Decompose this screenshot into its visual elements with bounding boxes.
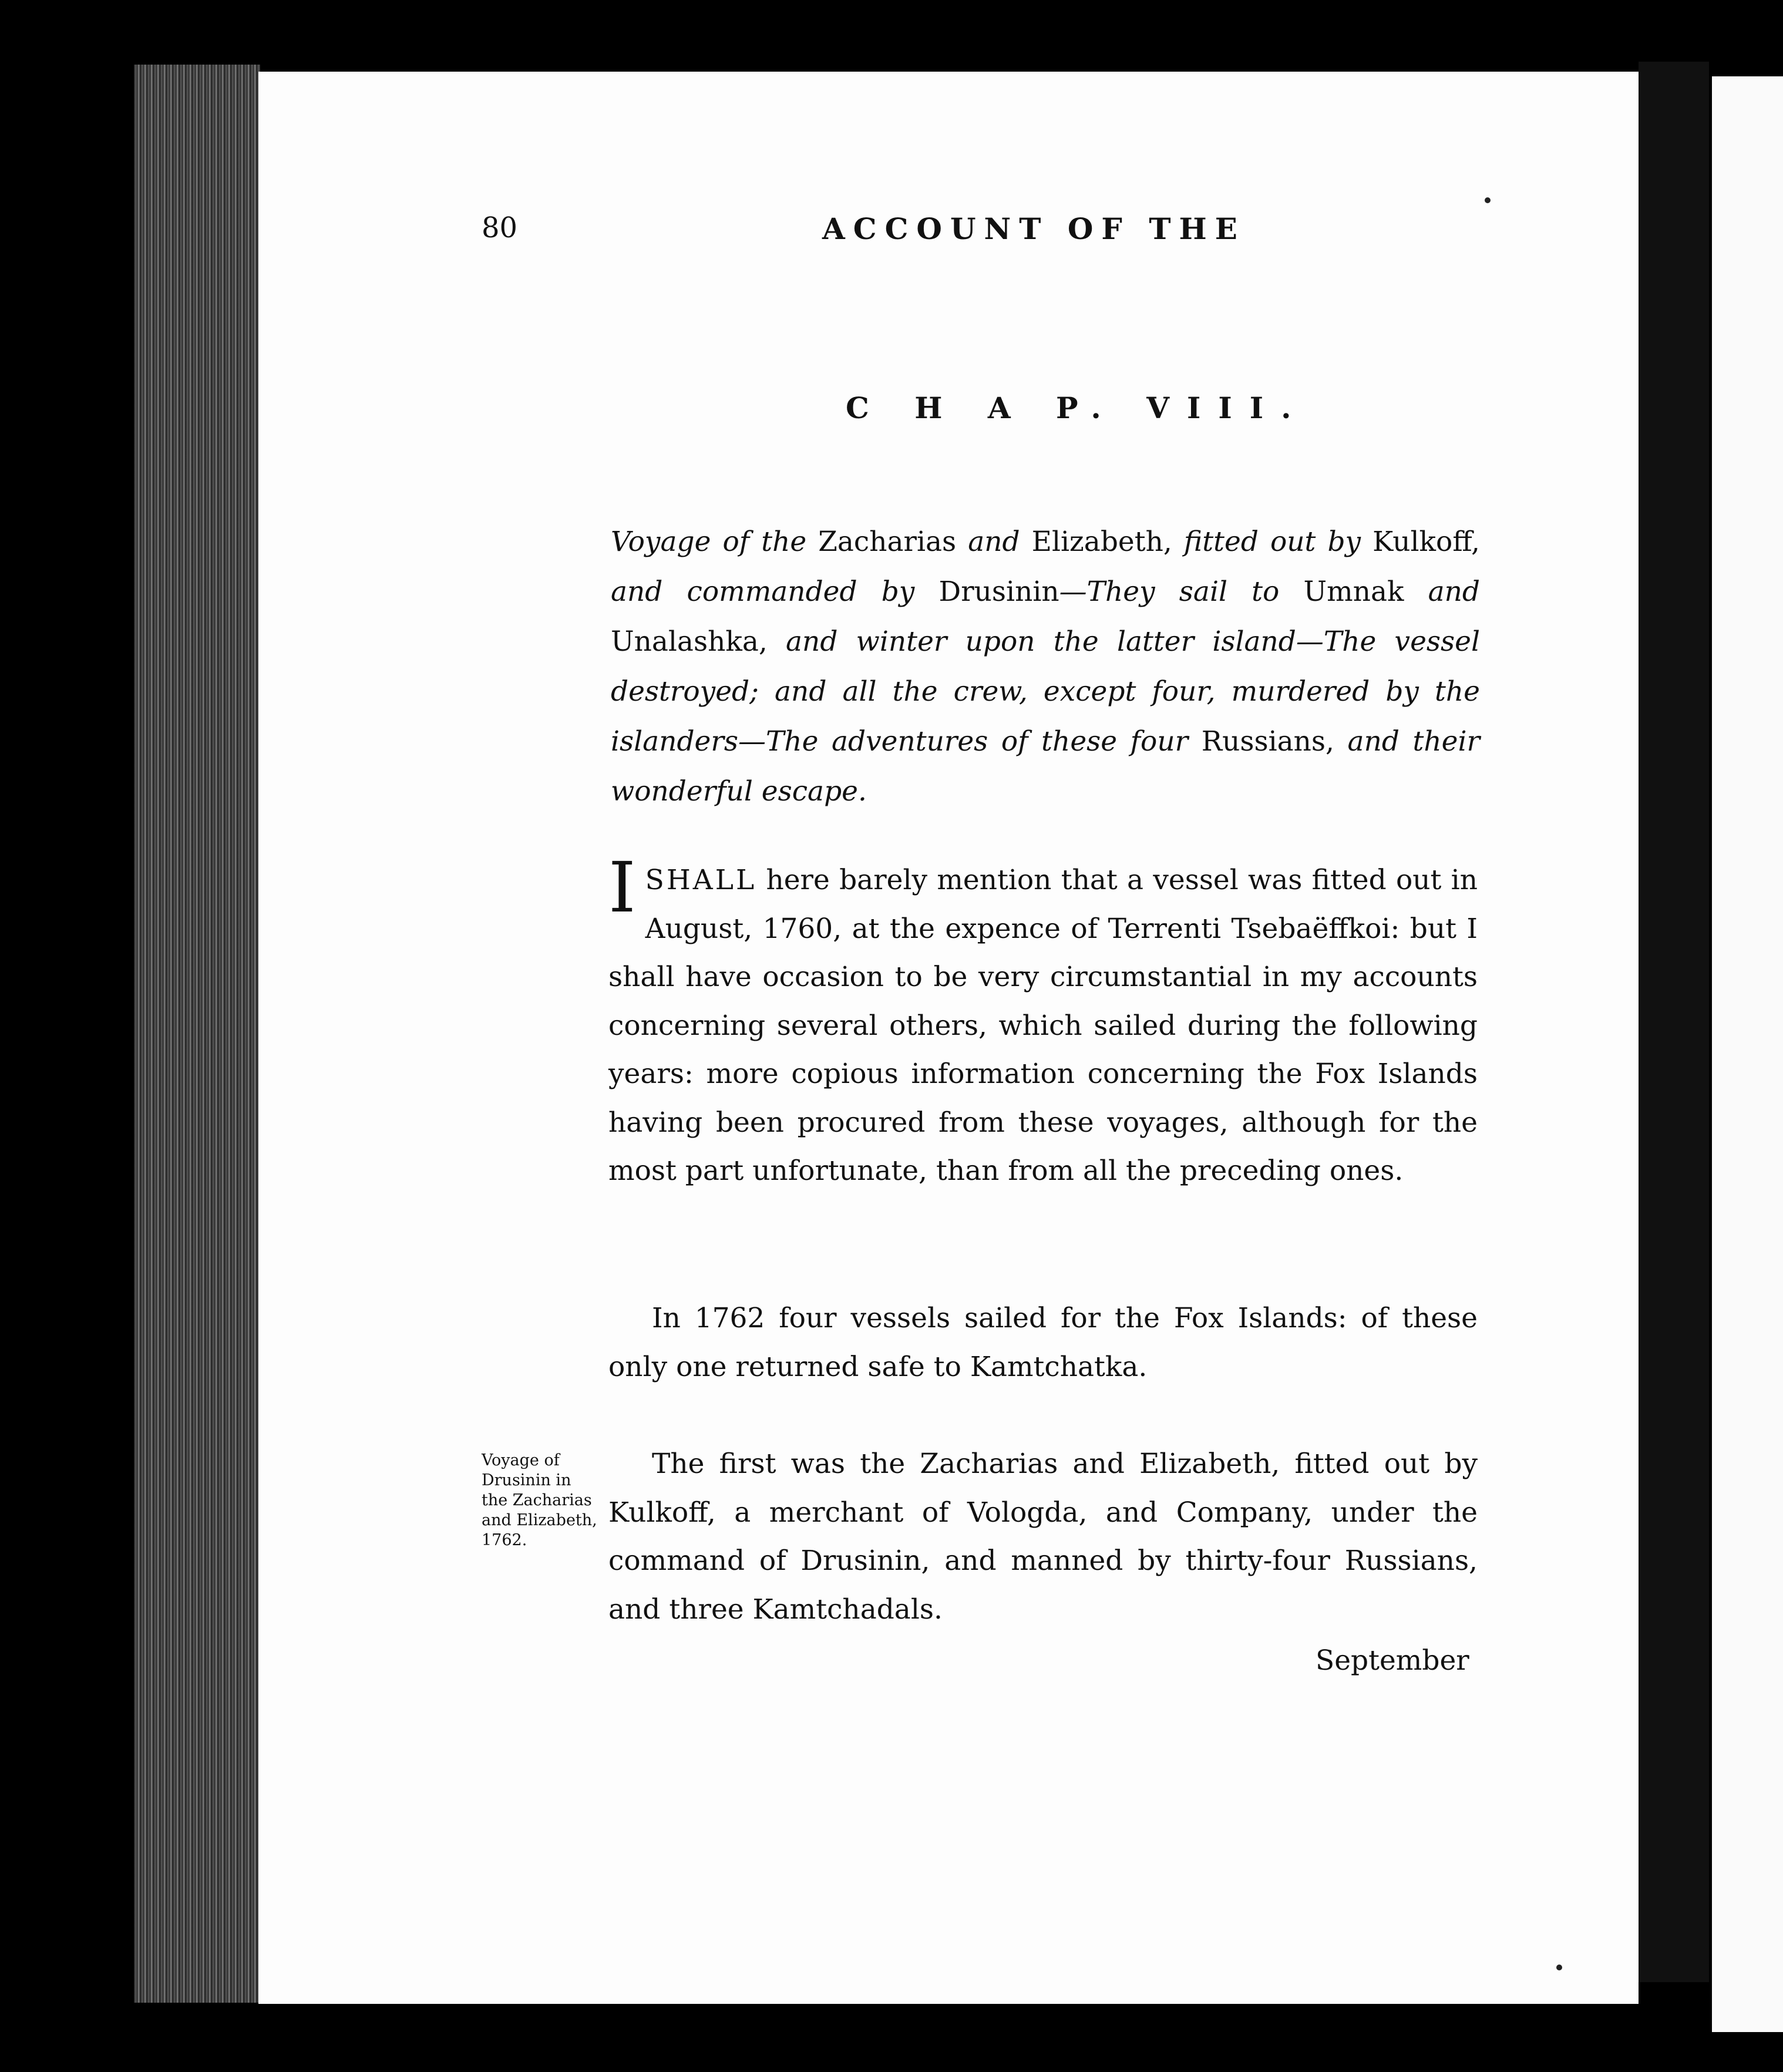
book-page-edges bbox=[134, 65, 260, 2003]
summary-text: Voyage of the bbox=[611, 526, 819, 558]
paragraph-2-text: In 1762 four vessels sailed for the Fox Islands: of these only one returned safe to Kamtchatka. bbox=[608, 1302, 1478, 1383]
summary-text: and bbox=[956, 526, 1032, 558]
summary-text: and bbox=[1404, 576, 1480, 608]
book-gutter bbox=[1639, 62, 1709, 1982]
opening-word: SHALL bbox=[645, 864, 757, 896]
summary-proper-noun: Zacharias bbox=[818, 526, 957, 558]
paragraph-1-text: here barely mention that a vessel was fitted out in August, 1760, at the expence of Terrenti Tsebaëffkoi: but I shall have occasion to be very circumstantial in my accounts concerning several others, which sailed during the following years: more copious information concerning the Fox Islands having been procured from these voyages, although for the most part unfortunate, than from all the preceding ones. bbox=[608, 864, 1478, 1187]
margin-note bbox=[482, 1451, 605, 1550]
summary-proper-noun: Kulkoff, bbox=[1372, 526, 1480, 558]
ink-speck bbox=[1485, 197, 1491, 203]
page-header bbox=[482, 211, 1468, 253]
ink-speck bbox=[1556, 1965, 1562, 1970]
margin-note-line: Drusinin in bbox=[482, 1471, 571, 1489]
summary-proper-noun: Unalashka, bbox=[611, 625, 768, 658]
chapter-title: C H A P. VIII. bbox=[846, 391, 1309, 425]
summary-text: —They sail to bbox=[1059, 576, 1304, 608]
page-number: 80 bbox=[482, 211, 518, 244]
margin-note-line: the Zacharias bbox=[482, 1491, 592, 1509]
paragraph-1 bbox=[608, 847, 1478, 1196]
summary-proper-noun: Elizabeth, bbox=[1031, 526, 1172, 558]
paragraph-3-text: The first was the Zacharias and Elizabeth, fitted out by Kulkoff, a merchant of Vologda, and Company, under the command of Drusinin, and manned by thirty-four Russians, and three Kamtchadals. bbox=[608, 1448, 1478, 1626]
summary-text: and winter upon the latter island—The vessel destroyed; and all the crew, except four, murdered by the islanders—The adventures of these four bbox=[611, 625, 1480, 758]
summary-proper-noun: Umnak bbox=[1303, 576, 1404, 608]
facing-page-edge bbox=[1712, 76, 1783, 2032]
summary-proper-noun: Russians, bbox=[1201, 725, 1334, 758]
margin-note-line: Voyage of bbox=[482, 1451, 560, 1469]
summary-proper-noun: Drusinin bbox=[938, 576, 1059, 608]
catchword: September bbox=[1316, 1644, 1469, 1677]
margin-note-line: and Elizabeth, bbox=[482, 1511, 597, 1529]
summary-text: fitted out by bbox=[1172, 526, 1373, 558]
running-head: ACCOUNT OF THE bbox=[822, 211, 1246, 246]
drop-cap: I bbox=[608, 847, 636, 928]
paragraph-2 bbox=[608, 1294, 1478, 1391]
margin-note-line: 1762. bbox=[482, 1531, 527, 1549]
paragraph-3 bbox=[608, 1440, 1478, 1634]
summary-text: and their wonderful escape. bbox=[611, 725, 1480, 808]
chapter-summary bbox=[611, 517, 1480, 816]
summary-text: and commanded by bbox=[611, 576, 939, 608]
